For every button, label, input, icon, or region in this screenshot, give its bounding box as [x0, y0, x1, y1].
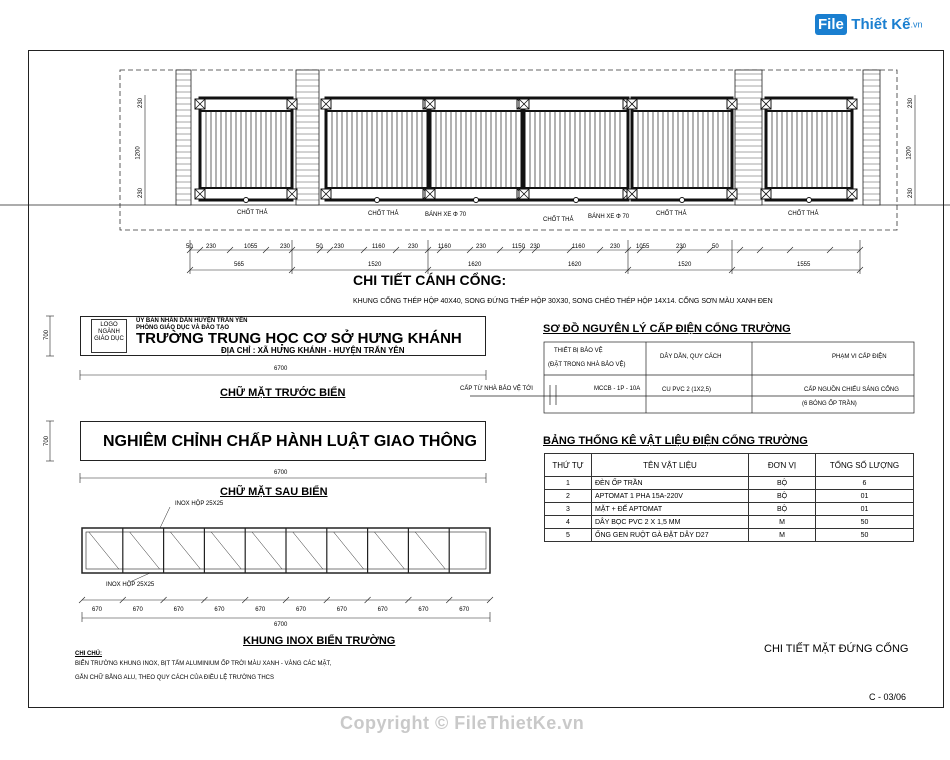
brand-logo-text: Thiết Kế — [851, 16, 911, 33]
wiring-breaker: MCCB - 1P - 10A — [594, 386, 641, 392]
corner-brace — [425, 189, 435, 199]
gate-title: CHI TIẾT CÁNH CỔNG: — [353, 272, 507, 288]
materials-cell-index: 4 — [545, 516, 592, 529]
callout-latch-2: CHỐT THẢ — [368, 211, 399, 217]
frame-segment-dim: 670 — [92, 607, 103, 613]
wiring-cable: CU PVC 2 (1X2,5) — [662, 387, 712, 393]
materials-cell-unit: BỘ — [749, 490, 816, 503]
callout-latch-1: CHỐT THẢ — [237, 210, 268, 216]
wiring-load: CẤP NGUỒN CHIẾU SÁNG CỔNG — [804, 387, 899, 393]
frame-segment-dim: 670 — [377, 607, 388, 613]
frame-segment-dim: 670 — [459, 607, 470, 613]
gate-note: KHUNG CỔNG THÉP HỘP 40X40, SONG ĐỨNG THÉP HỘP 30X30, SONG CHÉO THÉP HỘP 14X14. CỔNG SƠN MÀU XANH ĐEN — [353, 298, 773, 305]
corner-brace — [287, 99, 297, 109]
gate-wheel — [474, 198, 479, 203]
agency-line-2: PHÒNG GIÁO DỤC VÀ ĐÀO TẠO — [136, 325, 230, 331]
gate-wheel — [680, 198, 685, 203]
frame-label-bottom: INOX HỘP 25X25 — [106, 582, 155, 588]
gate-bottom-dim: 230 — [476, 244, 487, 250]
frame-label-top: INOX HỘP 25X25 — [175, 501, 224, 507]
frame-segment-dim: 670 — [255, 607, 266, 613]
gate-panel — [195, 98, 297, 203]
gate-bottom-dim: 1160 — [372, 244, 385, 250]
gate-panel — [761, 98, 857, 203]
school-address: ĐỊA CHỈ : XÃ HƯNG KHÁNH - HUYỆN TRẤN YÊN — [221, 346, 405, 355]
front-sign — [80, 316, 486, 356]
frame-total-dim: 6700 — [274, 622, 288, 628]
materials-header-unit: ĐƠN VỊ — [749, 454, 816, 477]
materials-cell-qty: 50 — [816, 529, 914, 542]
corner-brace — [761, 99, 771, 109]
materials-cell-unit: BỘ — [749, 503, 816, 516]
agency-line-1: ỦY BAN NHÂN DÂN HUYỆN TRẤN YÊN — [136, 318, 248, 324]
wiring-load-note: (6 BÓNG ỐP TRẦN) — [802, 401, 857, 407]
brand-logo-suffix: .vn — [910, 19, 923, 30]
materials-table — [544, 453, 914, 542]
corner-brace — [519, 99, 529, 109]
materials-cell-index: 3 — [545, 503, 592, 516]
frame-segment-dim: 670 — [173, 607, 184, 613]
materials-cell-qty: 01 — [816, 490, 914, 503]
wiring-col-scope: PHẠM VI CẤP ĐIỆN — [832, 354, 887, 360]
materials-cell-unit: BỘ — [749, 477, 816, 490]
corner-brace — [287, 189, 297, 199]
education-logo: LOGO NGÀNH GIÁO DỤC — [91, 319, 127, 353]
gate-bottom-dim: 230 — [280, 244, 291, 250]
corner-brace — [727, 189, 737, 199]
gate-left-dim-1: 230 — [138, 97, 145, 109]
gate-total-dim: 1520 — [678, 262, 692, 268]
wiring-title: SƠ ĐỒ NGUYÊN LÝ CẤP ĐIỆN CỔNG TRƯỜNG — [543, 323, 791, 335]
gate-right-dim-1: 230 — [908, 97, 915, 109]
gate-wheel — [375, 198, 380, 203]
frame-segment-dim: 670 — [296, 607, 307, 613]
brick-pillar — [735, 70, 762, 205]
gate-elevation — [0, 0, 950, 280]
gate-wheel — [807, 198, 812, 203]
notes-line-1: BIỂN TRƯỜNG KHUNG INOX, BỊT TẤM ALUMINIUM ỐP TRỜI MÀU XANH - VÀNG CÁC MẶT, — [75, 661, 332, 667]
gate-bottom-dim: 1055 — [244, 244, 258, 250]
brick-pillar — [296, 70, 319, 205]
materials-title: BẢNG THỐNG KÊ VẬT LIỆU ĐIỆN CỔNG TRƯỜNG — [543, 435, 808, 447]
materials-cell-name: DÂY BỌC PVC 2 X 1,5 MM — [592, 516, 749, 529]
gate-total-dim: 1555 — [797, 262, 811, 268]
gate-bottom-dim: 230 — [408, 244, 419, 250]
materials-cell-qty: 6 — [816, 477, 914, 490]
frame-segment-dim: 670 — [214, 607, 225, 613]
corner-brace — [195, 189, 205, 199]
materials-cell-index: 1 — [545, 477, 592, 490]
corner-brace — [627, 99, 637, 109]
front-sign-height: 700 — [44, 329, 51, 341]
notes-line-2: GẮN CHỮ BẰNG ALU, THEO QUY CÁCH CỦA ĐIỀU LỆ TRƯỜNG THCS — [75, 675, 274, 681]
gate-panel — [425, 98, 527, 203]
callout-latch-5: CHỐT THẢ — [788, 211, 819, 217]
materials-cell-index: 2 — [545, 490, 592, 503]
front-sign-width: 6700 — [274, 366, 288, 372]
gate-right-dim-2: 1200 — [906, 146, 913, 160]
materials-row — [545, 529, 914, 542]
gate-bottom-dim: 1160 — [438, 244, 451, 250]
corner-brace — [519, 189, 529, 199]
gate-bottom-dim: 230 — [530, 244, 541, 250]
corner-brace — [761, 189, 771, 199]
corner-brace — [425, 99, 435, 109]
materials-cell-name: MẶT + ĐẾ APTOMAT — [592, 503, 749, 516]
materials-row — [545, 477, 914, 490]
copyright-watermark: Copyright © FileThietKe.vn — [340, 713, 585, 733]
brick-pillar — [863, 70, 880, 205]
corner-brace — [847, 189, 857, 199]
materials-header-name: TÊN VẬT LIỆU — [592, 454, 749, 477]
back-sign-height: 700 — [44, 435, 51, 447]
gate-bottom-dim: 230 — [610, 244, 621, 250]
materials-cell-unit: M — [749, 516, 816, 529]
gate-wheel — [244, 198, 249, 203]
callout-wheel-1: BÁNH XE Φ 70 — [425, 212, 467, 218]
wiring-col-cable: DÂY DẪN, QUY CÁCH — [660, 354, 722, 360]
sheet-title: CHI TIẾT MẶT ĐỨNG CỔNG — [764, 643, 909, 655]
materials-header-qty: TỔNG SỐ LƯỢNG — [816, 454, 914, 477]
gate-panel — [627, 98, 737, 203]
corner-brace — [627, 189, 637, 199]
materials-header-index: THỨ TỰ — [545, 454, 592, 477]
callout-wheel-2: BÁNH XE Φ 70 — [588, 214, 630, 220]
gate-bottom-dim: 230 — [206, 244, 217, 250]
materials-row — [545, 503, 914, 516]
gate-bottom-dim: 50 — [186, 244, 193, 250]
wiring-col-device-note: (ĐẶT TRONG NHÀ BẢO VỆ) — [548, 362, 626, 368]
notes-title: CHI CHÚ: — [75, 651, 102, 657]
gate-left-dim-2: 1200 — [135, 146, 142, 160]
gate-wheel — [574, 198, 579, 203]
frame-segment-dim: 670 — [336, 607, 347, 613]
gate-bottom-dim: 230 — [676, 244, 687, 250]
corner-brace — [321, 189, 331, 199]
gate-total-dim: 1620 — [468, 262, 482, 268]
materials-header-row — [545, 454, 914, 477]
school-name: TRƯỜNG TRUNG HỌC CƠ SỞ HƯNG KHÁNH — [136, 330, 462, 347]
materials-cell-qty: 01 — [816, 503, 914, 516]
gate-bottom-dim: 230 — [334, 244, 345, 250]
materials-row — [545, 516, 914, 529]
frame-caption: KHUNG INOX BIỂN TRƯỜNG — [243, 635, 396, 647]
gate-left-dim-3: 230 — [138, 187, 145, 199]
front-sign-caption: CHỮ MẶT TRƯỚC BIỂN — [220, 387, 346, 399]
gate-bottom-dim: 1160 — [572, 244, 585, 250]
gate-bottom-dim: 50 — [316, 244, 323, 250]
materials-row — [545, 490, 914, 503]
corner-brace — [847, 99, 857, 109]
brand-logo-box: File — [815, 14, 847, 35]
gate-bottom-dim: 1150 — [512, 244, 525, 250]
corner-brace — [727, 99, 737, 109]
materials-cell-index: 5 — [545, 529, 592, 542]
gate-total-dim: 1520 — [368, 262, 382, 268]
corner-brace — [195, 99, 205, 109]
callout-latch-3: CHỐT THẢ — [543, 217, 574, 223]
gate-bottom-dim: 50 — [712, 244, 719, 250]
gate-total-dim: 565 — [234, 262, 245, 268]
back-sign-width: 6700 — [274, 470, 288, 476]
frame-segment-dim: 670 — [132, 607, 143, 613]
back-sign — [80, 421, 486, 461]
back-sign-slogan: NGHIÊM CHỈNH CHẤP HÀNH LUẬT GIAO THÔNG — [103, 433, 477, 450]
materials-cell-name: ỐNG GEN RUỘT GÀ ĐẶT DÂY D27 — [592, 529, 749, 542]
materials-cell-unit: M — [749, 529, 816, 542]
wiring-feed: CẤP TỪ NHÀ BẢO VỆ TỚI — [460, 386, 533, 392]
sheet-number: C - 03/06 — [869, 692, 907, 702]
callout-latch-4: CHỐT THẢ — [656, 211, 687, 217]
materials-cell-name: ĐÈN ỐP TRẦN — [592, 477, 749, 490]
materials-cell-qty: 50 — [816, 516, 914, 529]
corner-brace — [321, 99, 331, 109]
gate-panel — [321, 98, 433, 203]
materials-cell-name: APTOMAT 1 PHA 15A-220V — [592, 490, 749, 503]
gate-panel — [519, 98, 633, 203]
wiring-col-device: THIẾT BỊ BẢO VỆ — [554, 348, 603, 354]
brick-pillar — [176, 70, 191, 205]
gate-total-dim: 1620 — [568, 262, 582, 268]
gate-right-dim-3: 230 — [908, 187, 915, 199]
frame-segment-dim: 670 — [418, 607, 429, 613]
gate-bottom-dim: 1055 — [636, 244, 650, 250]
back-sign-caption: CHỮ MẶT SAU BIỂN — [220, 486, 328, 498]
